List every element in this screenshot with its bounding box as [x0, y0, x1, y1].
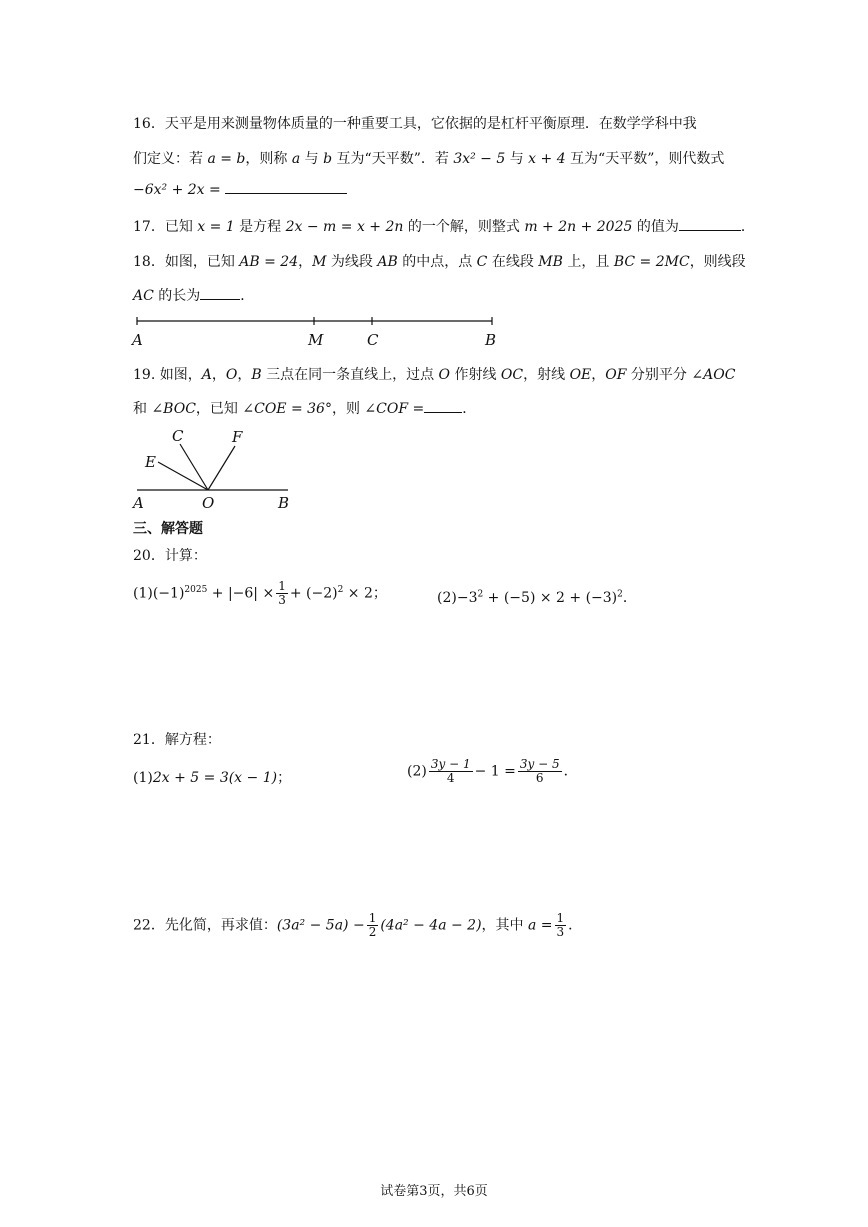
- label-a: A: [132, 331, 143, 349]
- label-m: M: [308, 331, 324, 349]
- fraction: $\frac{1}{3}$: [278, 579, 286, 607]
- q18-line1: 18．如图，已知 AB = 24，M 为线段 AB 的中点，点 C 在线段 MB 上，且 BC = 2MC，则线段: [133, 254, 746, 270]
- angle-figure: [128, 424, 298, 514]
- label-c: C: [172, 427, 184, 445]
- q20-part2: $(2)-3^2 + (-5) \times 2 + (-3)^2$．: [437, 589, 637, 606]
- q21-title: 21．解方程：: [133, 732, 221, 748]
- section-heading: 三、解答题: [133, 521, 203, 537]
- segment-figure: [128, 312, 508, 352]
- ray-oc: [180, 444, 208, 490]
- fraction: $\frac{1}{3}$: [556, 911, 565, 939]
- q20-part1: $(1)(-1)^{2025} + |-6|$ × $\frac{1}{3}$ + $(-2)^2 \times 2$；: [133, 579, 387, 607]
- label-o: O: [202, 494, 215, 512]
- answer-blank: [424, 411, 462, 413]
- q19-line1: 19. 如图，A，O，B 三点在同一条直线上，过点 O 作射线 OC，射线 OE，OF 分别平分 ∠AOC: [133, 367, 736, 383]
- q16-line2: 们定义：若 a = b，则称 a 与 b 互为“天平数”．若 3x² − 5 与 x + 4 互为“天平数”，则代数式: [133, 151, 725, 167]
- q19-line2: 和 ∠BOC，已知 ∠COE = 36°，则 ∠COF = ．: [133, 401, 477, 417]
- q21-part2: (2) $\frac{3y - 1}{4}$ − 1 = $\frac{3y - 5}{6}$ ．: [407, 757, 578, 785]
- q21-part1: (1)2x + 5 = 3(x − 1)；: [133, 770, 292, 786]
- label-e: E: [145, 453, 156, 471]
- page-footer: 试卷第3页，共6页: [380, 1184, 488, 1199]
- q20-title: 20．计算：: [133, 548, 207, 564]
- ray-of: [208, 446, 235, 490]
- label-c: C: [367, 331, 379, 349]
- label-b: B: [485, 331, 497, 349]
- label-f: F: [232, 428, 243, 446]
- q17: 17．已知 x = 1 是方程 2x − m = x + 2n 的一个解，则整式 m + 2n + 2025 的值为 ．: [133, 219, 755, 235]
- answer-blank: [679, 229, 741, 231]
- q16-line1: 16．天平是用来测量物体质量的一种重要工具，它依据的是杠杆平衡原理．在数学学科中我: [133, 116, 697, 132]
- q22: 22．先化简，再求值：(3a² − 5a) − $\frac{1}{2}$ (4a² − 4a − 2)，其中 a = $\frac{1}{3}$ ．: [133, 911, 583, 939]
- fraction: $\frac{3y - 1}{4}$: [430, 757, 471, 785]
- label-b: B: [278, 494, 290, 512]
- q16-line3: −6x² + 2x =: [133, 182, 347, 198]
- fraction: $\frac{3y - 5}{6}$: [519, 757, 560, 785]
- ray-oe: [158, 462, 208, 490]
- answer-blank: [200, 298, 240, 300]
- label-a: A: [133, 494, 144, 512]
- answer-blank: [225, 192, 347, 194]
- fraction: $\frac{1}{2}$: [368, 911, 377, 939]
- q18-line2: AC 的长为 ．: [133, 288, 255, 304]
